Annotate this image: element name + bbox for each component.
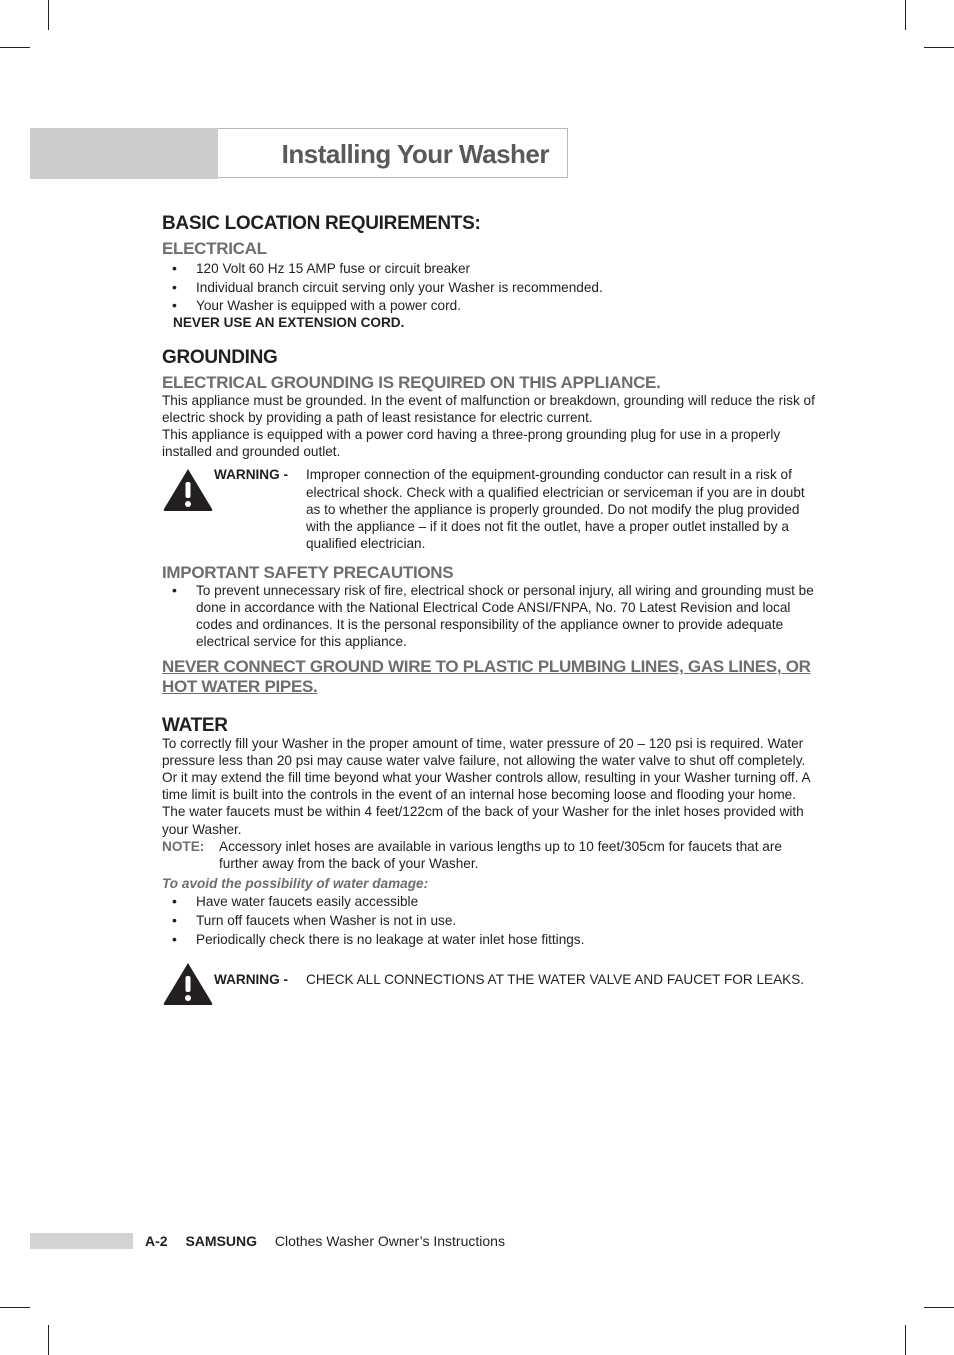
warning-triangle-icon bbox=[162, 466, 214, 552]
crop-mark bbox=[905, 1325, 906, 1355]
list-item: • Turn off faucets when Washer is not in use. bbox=[162, 912, 822, 929]
crop-mark bbox=[48, 1325, 49, 1355]
warning-label: WARNING - bbox=[214, 467, 289, 483]
warning-text: Improper connection of the equipment-grounding conductor can result in a risk of electrical shock. Check with a qualified electrician or serviceman if you are in doubt as to whether the appliance is properly grounded. Do not modify the plug provided with the appliance – if it does not fit the outlet, have a proper outlet installed by a qualified electrician. bbox=[306, 467, 805, 552]
header-box bbox=[218, 128, 568, 178]
water-list bbox=[162, 893, 822, 949]
crop-mark bbox=[905, 0, 906, 30]
water-paragraph: To correctly fill your Washer in the proper amount of time, water pressure of 20 – 120 psi is required. Water pressure less than 20 psi may cause water valve failure, not allowing the water valve to shut off completely. Or it may extend the fill time beyond what your Washer controls allow, resulting in your Washer turning off. A time limit is built into the controls in the event of an internal hose becoming loose and flooding your home. bbox=[162, 735, 810, 803]
water-damage-heading: To avoid the possibility of water damage: bbox=[162, 876, 429, 892]
crop-mark bbox=[0, 47, 30, 48]
brand-name: SAMSUNG bbox=[185, 1233, 258, 1249]
water-note bbox=[162, 838, 822, 872]
header-band bbox=[30, 128, 218, 179]
water-warning bbox=[162, 960, 822, 1010]
main-content bbox=[162, 215, 822, 1010]
list-item: • To prevent unnecessary risk of fire, electrical shock or personal injury, all wiring and grounding must be done in accordance with the National Electrical Code ANSI/FNPA, No. 70 Latest Revision and local codes and ordinances. It is the personal responsibility of the appliance owner to provide adequate electrical service for this appliance. bbox=[162, 582, 822, 651]
electrical-title: ELECTRICAL bbox=[162, 239, 267, 259]
list-item: • 120 Volt 60 Hz 15 AMP fuse or circuit breaker bbox=[162, 260, 822, 277]
crop-mark bbox=[0, 1307, 30, 1308]
footer-band bbox=[30, 1233, 133, 1249]
section-title: BASIC LOCATION REQUIREMENTS: bbox=[162, 213, 481, 234]
crop-mark bbox=[924, 47, 954, 48]
safety-title: IMPORTANT SAFETY PRECAUTIONS bbox=[162, 563, 454, 583]
page-title: Installing Your Washer bbox=[281, 139, 549, 169]
grounding-paragraph: This appliance must be grounded. In the event of malfunction or breakdown, grounding will reduce the risk of electric shock by providing a path of least resistance for electric current. bbox=[162, 392, 815, 425]
warning-triangle-icon bbox=[162, 960, 214, 1010]
ground-wire-warning: NEVER CONNECT GROUND WIRE TO PLASTIC PLUMBING LINES, GAS LINES, OR HOT WATER PIPES. bbox=[162, 657, 811, 697]
warning-text: CHECK ALL CONNECTIONS AT THE WATER VALVE AND FAUCET FOR LEAKS. bbox=[306, 972, 805, 988]
list-item: • Periodically check there is no leakage at water inlet hose fittings. bbox=[162, 931, 822, 948]
list-item: • Your Washer is equipped with a power cord. bbox=[162, 297, 822, 314]
list-item: • Have water faucets easily accessible bbox=[162, 893, 822, 910]
grounding-paragraph: This appliance is equipped with a power cord having a three-prong grounding plug for use in a properly installed and grounded outlet. bbox=[162, 427, 781, 460]
document-title: Clothes Washer Owner’s Instructions bbox=[274, 1233, 505, 1249]
grounding-subtitle: ELECTRICAL GROUNDING IS REQUIRED ON THIS APPLIANCE. bbox=[162, 373, 661, 393]
warning-label: WARNING - bbox=[214, 972, 289, 988]
note-text: Accessory inlet hoses are available in various lengths up to 10 feet/305cm for faucets that are further away from the back of your Washer. bbox=[219, 838, 782, 872]
note-label: NOTE: bbox=[162, 838, 205, 854]
crop-mark bbox=[48, 0, 49, 30]
water-paragraph: The water faucets must be within 4 feet/122cm of the back of your Washer for the inlet hoses provided with your Washer. bbox=[162, 804, 804, 837]
water-title: WATER bbox=[162, 715, 228, 737]
list-item: • Individual branch circuit serving only your Washer is recommended. bbox=[162, 279, 822, 296]
grounding-warning bbox=[162, 466, 822, 552]
safety-list bbox=[162, 582, 822, 651]
electrical-list bbox=[162, 260, 822, 314]
crop-mark bbox=[924, 1307, 954, 1308]
page-footer bbox=[145, 1233, 519, 1249]
extension-cord-warning: NEVER USE AN EXTENSION CORD. bbox=[173, 315, 405, 331]
page-number: A-2 bbox=[145, 1233, 168, 1249]
grounding-title: GROUNDING bbox=[162, 347, 278, 369]
